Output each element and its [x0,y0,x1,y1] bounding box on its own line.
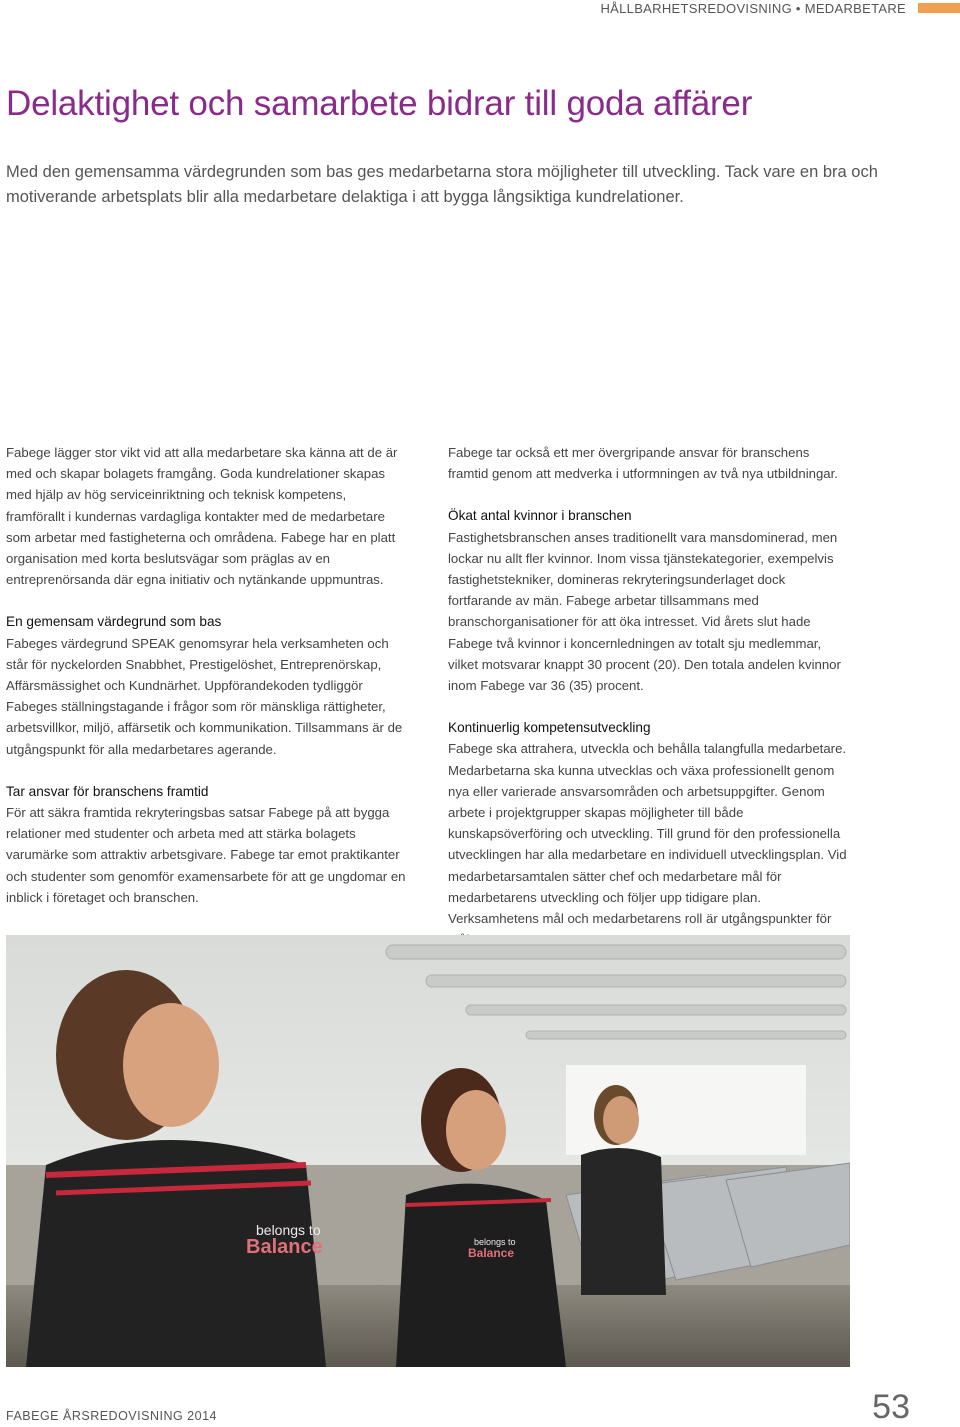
section-heading-women: Ökat antal kvinnor i branschen [448,508,632,524]
right-paragraph-3: Fabege ska attrahera, utveckla och behålla talangfulla medarbetare. Medarbetarna ska kunna utvecklas och växa professionellt genom nya eller varierade ansvarsområden och arbetsuppgifter. Genom arbete i projektgrupper skapas möjligheter till både kunskapsöverföring och utveckling. Till grund för den professionella utvecklingen har alla medarbetare en individuell utvecklingsplan. Vid medarbetarsamtalen sätter chef och medarbetare mål för medarbetarens utveckling och följer upp tidigare plan. Verksamhetens mål och medarbetarens roll är utgångspunkter för [448,741,847,927]
footer-report-title: FABEGE ÅRSREDOVISNING 2014 [6,1409,217,1423]
section-label: HÅLLBARHETSREDOVISNING • MEDARBETARE [600,0,906,16]
left-paragraph-3: För att säkra framtida rekryteringsbas satsar Fabege på att bygga relationer med studenter och arbeta med att stärka bolagets varumärke som attraktiv arbetsgivare. Fabege tar emot praktikanter och studenter som genomför examensarbete för att ge ungdomar en inblick i företaget och branschen. [6,805,406,905]
right-paragraph-2: Fastighetsbranschen anses traditionellt vara mansdominerad, men lockar nu allt fler kvinnor. Inom vissa tjänstekategorier, exempelvis fastighetstekniker, domineras rekryteringsunderlaget dock fortfarande av män. Fabege arbetar tillsammans med branschorganisationer för att öka intresset. Vid årets slut hade Fabege två kvinnor i koncernledningen av totalt sju medlemmar, vilket motsvarar knappt 30 procent (20). Den totala andelen kvinnor inom Fabege var 36 (35) procent. [448,529,841,694]
running-header [600,0,960,16]
section-women [448,505,848,696]
shirt-text-2a: belongs to [474,1237,516,1247]
left-paragraph-1: Fabege lägger stor vikt vid att alla medarbetare ska känna att de är med och skapar bolagets framgång. Goda kundrelationer skapas med hjälp av hög serviceinriktning och teknisk kompetens, framförallt i kundernas vardagliga kontakter med de medarbetare som arbetar med fastigheterna och områdena. Fabege har en platt organisation med korta beslutsvägar som präglas av en entreprenörsanda där egna initiativ och nytänkande uppmuntras. [6,445,398,588]
section-competence [448,717,848,950]
section-heading-industry-future: Tar ansvar för branschens framtid [6,783,209,799]
section-heading-competence: Kontinuerlig kompetensutveckling [448,720,651,736]
shirt-text-1b: Balance [246,1236,323,1258]
section-industry-future [6,781,406,908]
right-paragraph-1: Fabege tar också ett mer övergripande ansvar för branschens framtid genom att medverka i utformningen av två nya utbildningar. [448,445,838,482]
left-paragraph-2: Fabeges värdegrund SPEAK genomsyrar hela verksamheten och står för nyckelorden Snabbhet, Prestigelöshet, Entreprenörskap, Affärsmässighet och Kundnärhet. Uppförandekoden tydliggör Fabeges ställningstagande i frågor som rör mänskliga rättigheter, arbetsvillkor, miljö, affärsetik och kommunikation. Tillsammans är de utgångspunkt för alla medarbetares agerande. [6,635,403,757]
section-heading-values: En gemensam värdegrund som bas [6,614,222,630]
left-column [6,442,406,908]
shirt-text-1a: belongs to [256,1222,321,1238]
shirt-text-2b: Balance [468,1246,515,1260]
gym-photo [6,935,850,1367]
right-column [448,442,848,950]
page-number: 53 [872,1388,910,1426]
gym-photo-illustration [6,935,850,1367]
section-values [6,611,406,759]
intro-paragraph: Med den gemensamma värdegrunden som bas ges medarbetarna stora möjligheter till utveckling. Tack vare en bra och motiverande arbetsplats blir alla medarbetare delaktiga i att bygga långsiktiga kundrelationer. [6,163,878,206]
page-title: Delaktighet och samarbete bidrar till goda affärer [6,84,753,123]
accent-bar [918,3,960,13]
